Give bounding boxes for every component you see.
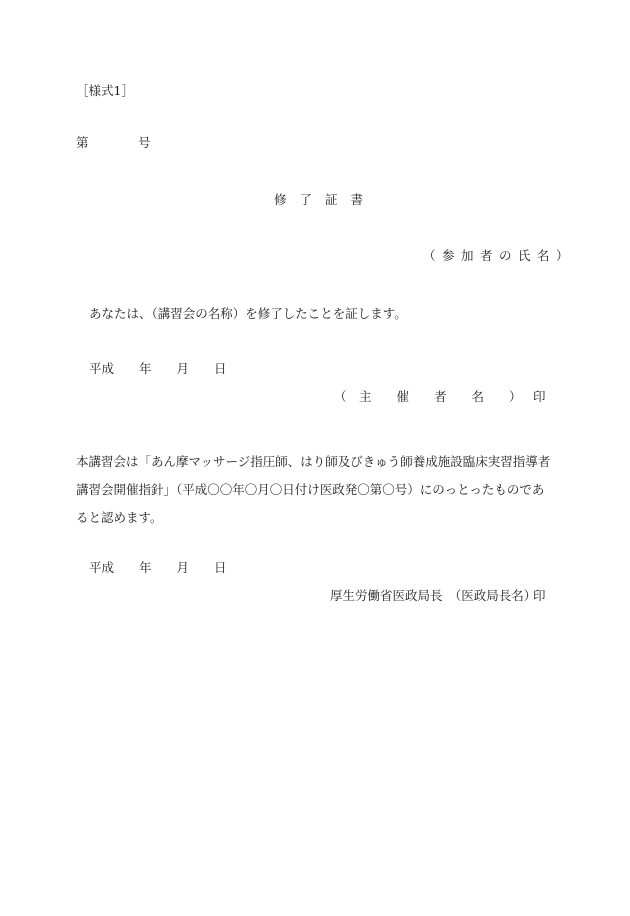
approval-date: 平成 年 月 日 xyxy=(89,560,227,575)
certificate-number-suffix: 号 xyxy=(138,135,151,150)
issue-date: 平成 年 月 日 xyxy=(89,361,227,376)
certificate-number-prefix: 第 xyxy=(76,135,89,150)
organizer-seal-mark: 印 xyxy=(533,389,546,404)
organizer-name: （ 主 催 者 名 ） xyxy=(334,389,522,404)
participant-name: （参加者の氏名） xyxy=(423,248,576,263)
approval-statement: 本講習会は「あん摩マッサージ指圧師、はり師及びきゅう師養成施設臨床実習指導者講習会開催指針」（平成〇〇年〇月〇日付け医政発〇第〇号）にのっとったものであると認めます。 xyxy=(76,454,551,525)
director-seal-mark: 印 xyxy=(533,588,546,603)
certificate-statement: あなたは、（講習会の名称）を修了したことを証します。 xyxy=(89,306,407,321)
document-title: 修了証書 xyxy=(274,192,377,207)
form-label: ［様式1］ xyxy=(76,83,134,98)
director-general-name: 厚生労働省医政局長 （医政局長名） xyxy=(330,588,537,603)
